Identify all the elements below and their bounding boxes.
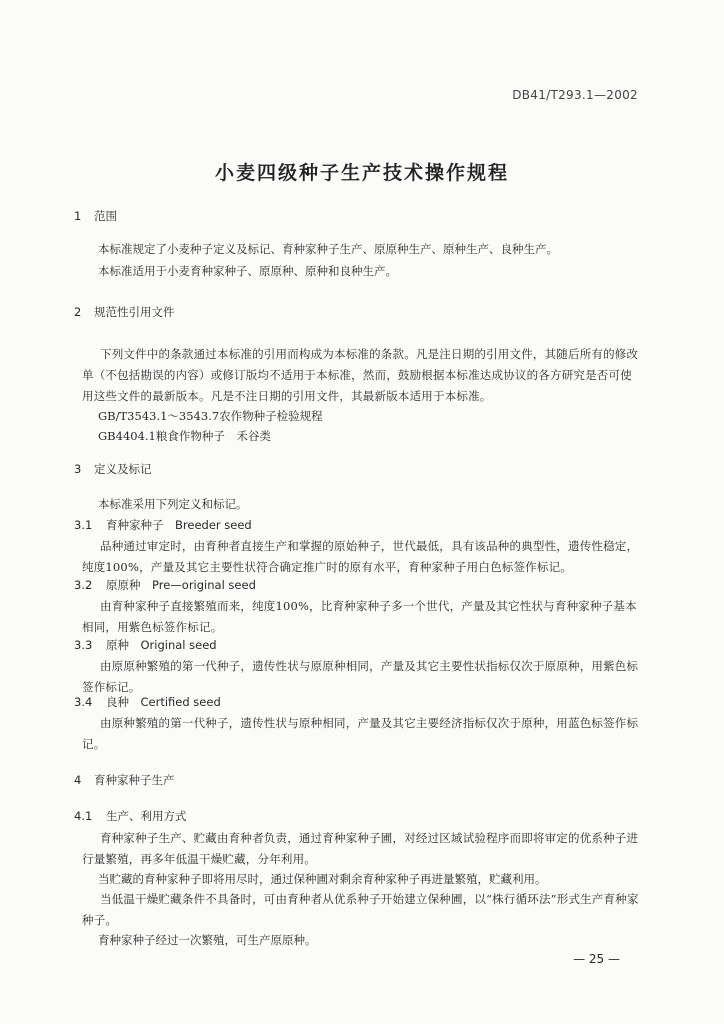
section-3-heading: 3 定义及标记 [74, 462, 152, 476]
definition-text: 品种通过审定时，由育种者直接生产和掌握的原始种子，世代最低，具有该品种的典型性，遗传性稳定，纯度100%，产量及其它主要性状符合确定推广时的原有水平，育种家种子用白色标签作标记。 [82, 539, 639, 574]
definition-term: 3.2 原原种 Pre—original seed [74, 578, 256, 592]
definition-text: 由原种繁殖的第一代种子，遗传性状与原种相同，产量及其它主要经济指标仅次于原种，用蓝色标签作标记。 [82, 716, 639, 751]
subsection-paragraph: 育种家种子经过一次繁殖，可生产原原种。 [98, 933, 317, 947]
reference-item: GB/T3543.1～3543.7农作物种子检验规程 [98, 409, 323, 423]
document-title: 小麦四级种子生产技术操作规程 [214, 162, 509, 184]
definition-text: 由育种家种子直接繁殖而来，纯度100%，比育种家种子多一个世代，产量及其它性状与育种家种子基本相同，用紫色标签作标记。 [82, 599, 637, 634]
section-1-heading: 1 范围 [74, 209, 117, 223]
definition-text: 由原原种繁殖的第一代种子，遗传性状与原原种相同，产量及其它主要性状指标仅次于原原种，用紫色标签作标记。 [82, 659, 639, 694]
section-1-paragraph: 本标准适用于小麦育种家种子、原原种、原种和良种生产。 [98, 264, 397, 278]
definition-term: 3.1 育种家种子 Breeder seed [74, 518, 252, 532]
section-1-paragraph: 本标准规定了小麦种子定义及标记、育种家种子生产、原原种生产、原种生产、良种生产。 [98, 242, 558, 256]
section-3-intro: 本标准采用下列定义和标记。 [98, 497, 248, 511]
section-2-paragraph: 下列文件中的条款通过本标准的引用而构成为本标准的条款。凡是注日期的引用文件，其随后所有的修改单（不包括勘误的内容）或修订版均不适用于本标准，然而，鼓励根据本标准达成协议的各方研究是否可使用这些文件的最新版本。凡是不注日期的引用文件，其最新版本适用于本标准。 [82, 347, 639, 403]
subsection-paragraph: 育种家种子生产、贮藏由育种者负责，通过育种家种子圃，对经过区域试验程序而即将审定的优系种子进行量繁殖，再多年低温干燥贮藏，分年利用。 [82, 831, 639, 866]
section-4-heading: 4 育种家种子生产 [74, 773, 175, 787]
standard-code: DB41/T293.1—2002 [512, 88, 638, 102]
reference-item: GB4404.1粮食作物种子 禾谷类 [98, 429, 271, 443]
subsection-heading: 4.1 生产、利用方式 [74, 809, 187, 823]
subsection-paragraph: 当贮藏的育种家种子即将用尽时，通过保种圃对剩余育种家种子再进量繁殖，贮藏利用。 [98, 872, 547, 886]
definition-term: 3.4 良种 Certified seed [74, 695, 221, 709]
subsection-paragraph: 当低温干燥贮藏条件不具备时，可由育种者从优系种子开始建立保种圃，以“株行循环法”形式生产育种家种子。 [82, 892, 639, 927]
definition-term: 3.3 原种 Original seed [74, 638, 217, 652]
section-2-heading: 2 规范性引用文件 [74, 305, 175, 319]
page-number: — 25 — [573, 952, 620, 966]
